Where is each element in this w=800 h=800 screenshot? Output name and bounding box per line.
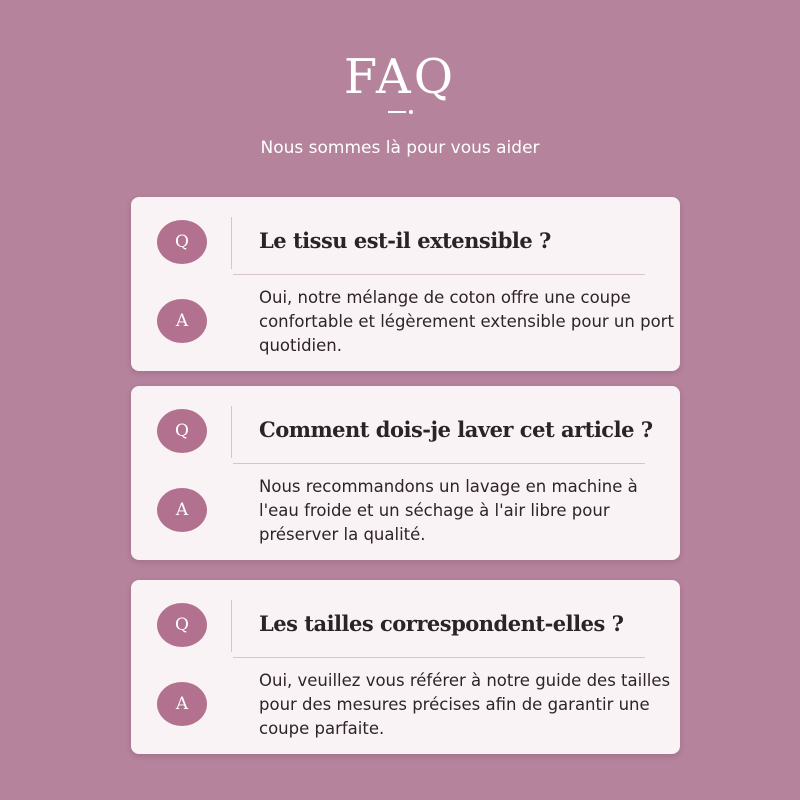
vertical-divider xyxy=(231,217,232,269)
answer-badge: A xyxy=(157,488,207,532)
vertical-divider xyxy=(231,600,232,652)
faq-question: Le tissu est-il extensible ? xyxy=(259,228,551,253)
horizontal-divider xyxy=(233,657,645,658)
faq-card-sizing xyxy=(131,580,680,754)
answer-badge: A xyxy=(157,682,207,726)
faq-header xyxy=(0,48,800,160)
ornament-line xyxy=(388,111,406,113)
faq-question: Comment dois-je laver cet article ? xyxy=(259,417,653,442)
horizontal-divider xyxy=(233,274,645,275)
faq-answer: Nous recommandons un lavage en machine à l'eau froide et un séchage à l'air libre pour préserver la qualité. xyxy=(259,477,638,544)
faq-card-fabric-stretch xyxy=(131,197,680,371)
page-subtitle: Nous sommes là pour vous aider xyxy=(260,138,540,158)
faq-card-washing xyxy=(131,386,680,560)
faq-question: Les tailles correspondent-elles ? xyxy=(259,611,624,636)
title-divider-ornament xyxy=(380,106,420,118)
answer-badge: A xyxy=(157,299,207,343)
faq-answer: Oui, notre mélange de coton offre une coupe confortable et légèrement extensible pour un port quotidien. xyxy=(259,288,674,355)
question-badge: Q xyxy=(157,603,207,647)
faq-answer: Oui, veuillez vous référer à notre guide des tailles pour des mesures précises afin de garantir une coupe parfaite. xyxy=(259,671,671,738)
question-badge: Q xyxy=(157,220,207,264)
question-badge: Q xyxy=(157,409,207,453)
vertical-divider xyxy=(231,406,232,458)
ornament-dot xyxy=(409,110,413,114)
horizontal-divider xyxy=(233,463,645,464)
page-title: FAQ xyxy=(343,49,457,105)
